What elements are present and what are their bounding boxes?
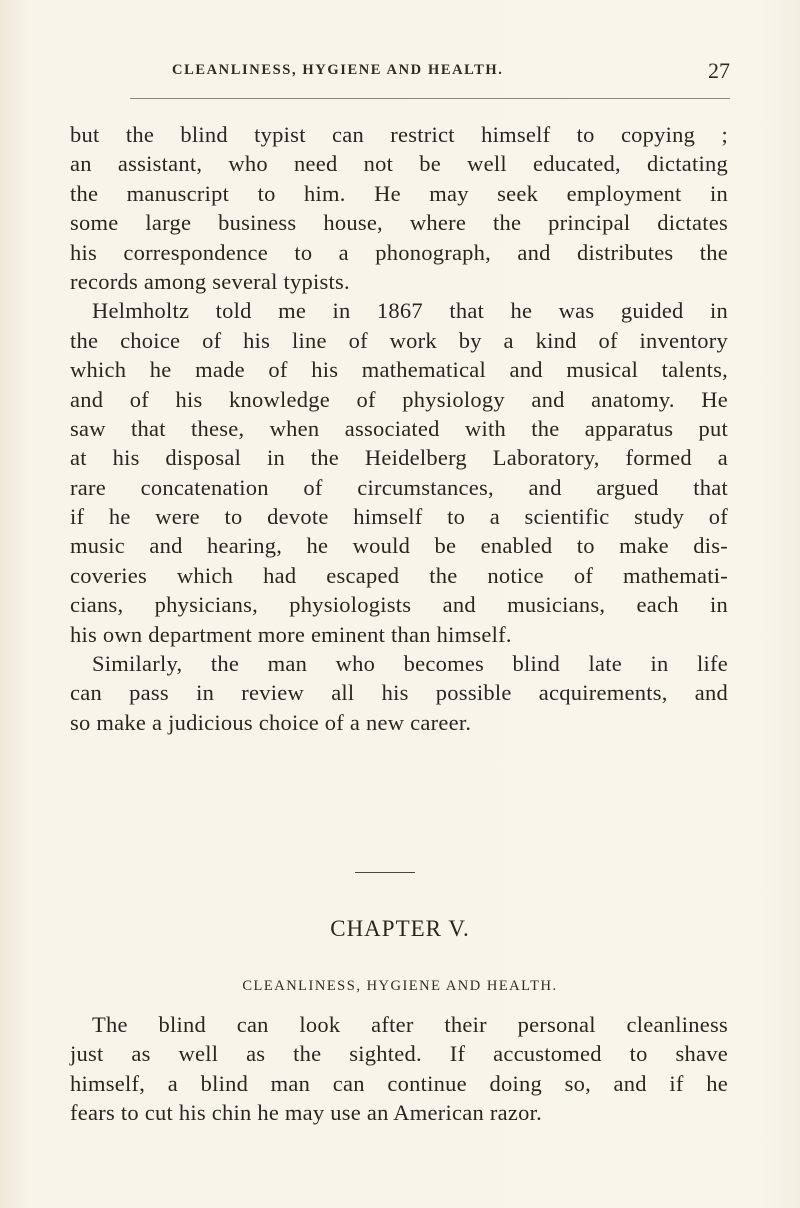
text-line: so make a judicious choice of a new career. [70,709,472,735]
text-line: can pass in review all his possible acquirements, and [70,680,728,706]
text-block-upper [70,120,728,737]
text-block-lower [70,1010,728,1128]
text-line: fears to cut his chin he may use an American razor. [70,1100,542,1126]
running-head [172,58,732,86]
chapter-heading: CHAPTER V. [330,916,470,941]
text-line: the manuscript to him. He may seek employment in [70,180,728,206]
text-line: the choice of his line of work by a kind of inventory [70,327,728,353]
text-line: just as well as the sighted. If accustomed to shave [70,1041,728,1067]
page-number: 27 [708,58,730,83]
running-title: CLEANLINESS, HYGIENE AND HEALTH. [172,62,504,78]
chapter-divider-rule [355,872,415,873]
chapter-subtitle: CLEANLINESS, HYGIENE AND HEALTH. [242,978,558,994]
text-line: if he were to devote himself to a scientific study of [70,504,728,530]
text-line: saw that these, when associated with the apparatus put [70,415,728,441]
text-line: himself, a blind man can continue doing so, and if he [70,1070,728,1096]
text-line: which he made of his mathematical and musical talents, [70,357,728,383]
text-line: his correspondence to a phonograph, and distributes the [70,239,728,265]
text-line: at his disposal in the Heidelberg Laboratory, formed a [70,445,728,471]
text-line: his own department more eminent than himself. [70,621,512,647]
text-line: some large business house, where the principal dictates [70,210,728,236]
header-rule [130,98,730,99]
text-line: but the blind typist can restrict himself to copying ; [70,122,728,147]
text-line: music and hearing, he would be enabled to make dis- [70,533,728,559]
text-line: coveries which had escaped the notice of mathemati- [70,562,728,588]
text-line: an assistant, who need not be well educated, dictating [70,151,728,177]
text-line: and of his knowledge of physiology and anatomy. He [70,386,728,412]
text-line: rare concatenation of circumstances, and argued that [70,474,728,500]
text-line: The blind can look after their personal cleanliness [92,1012,728,1037]
text-line: Helmholtz told me in 1867 that he was guided in [92,298,728,324]
text-line: Similarly, the man who becomes blind late in life [92,651,728,677]
text-line: cians, physicians, physiologists and musicians, each in [70,592,728,618]
text-line: records among several typists. [70,268,350,294]
